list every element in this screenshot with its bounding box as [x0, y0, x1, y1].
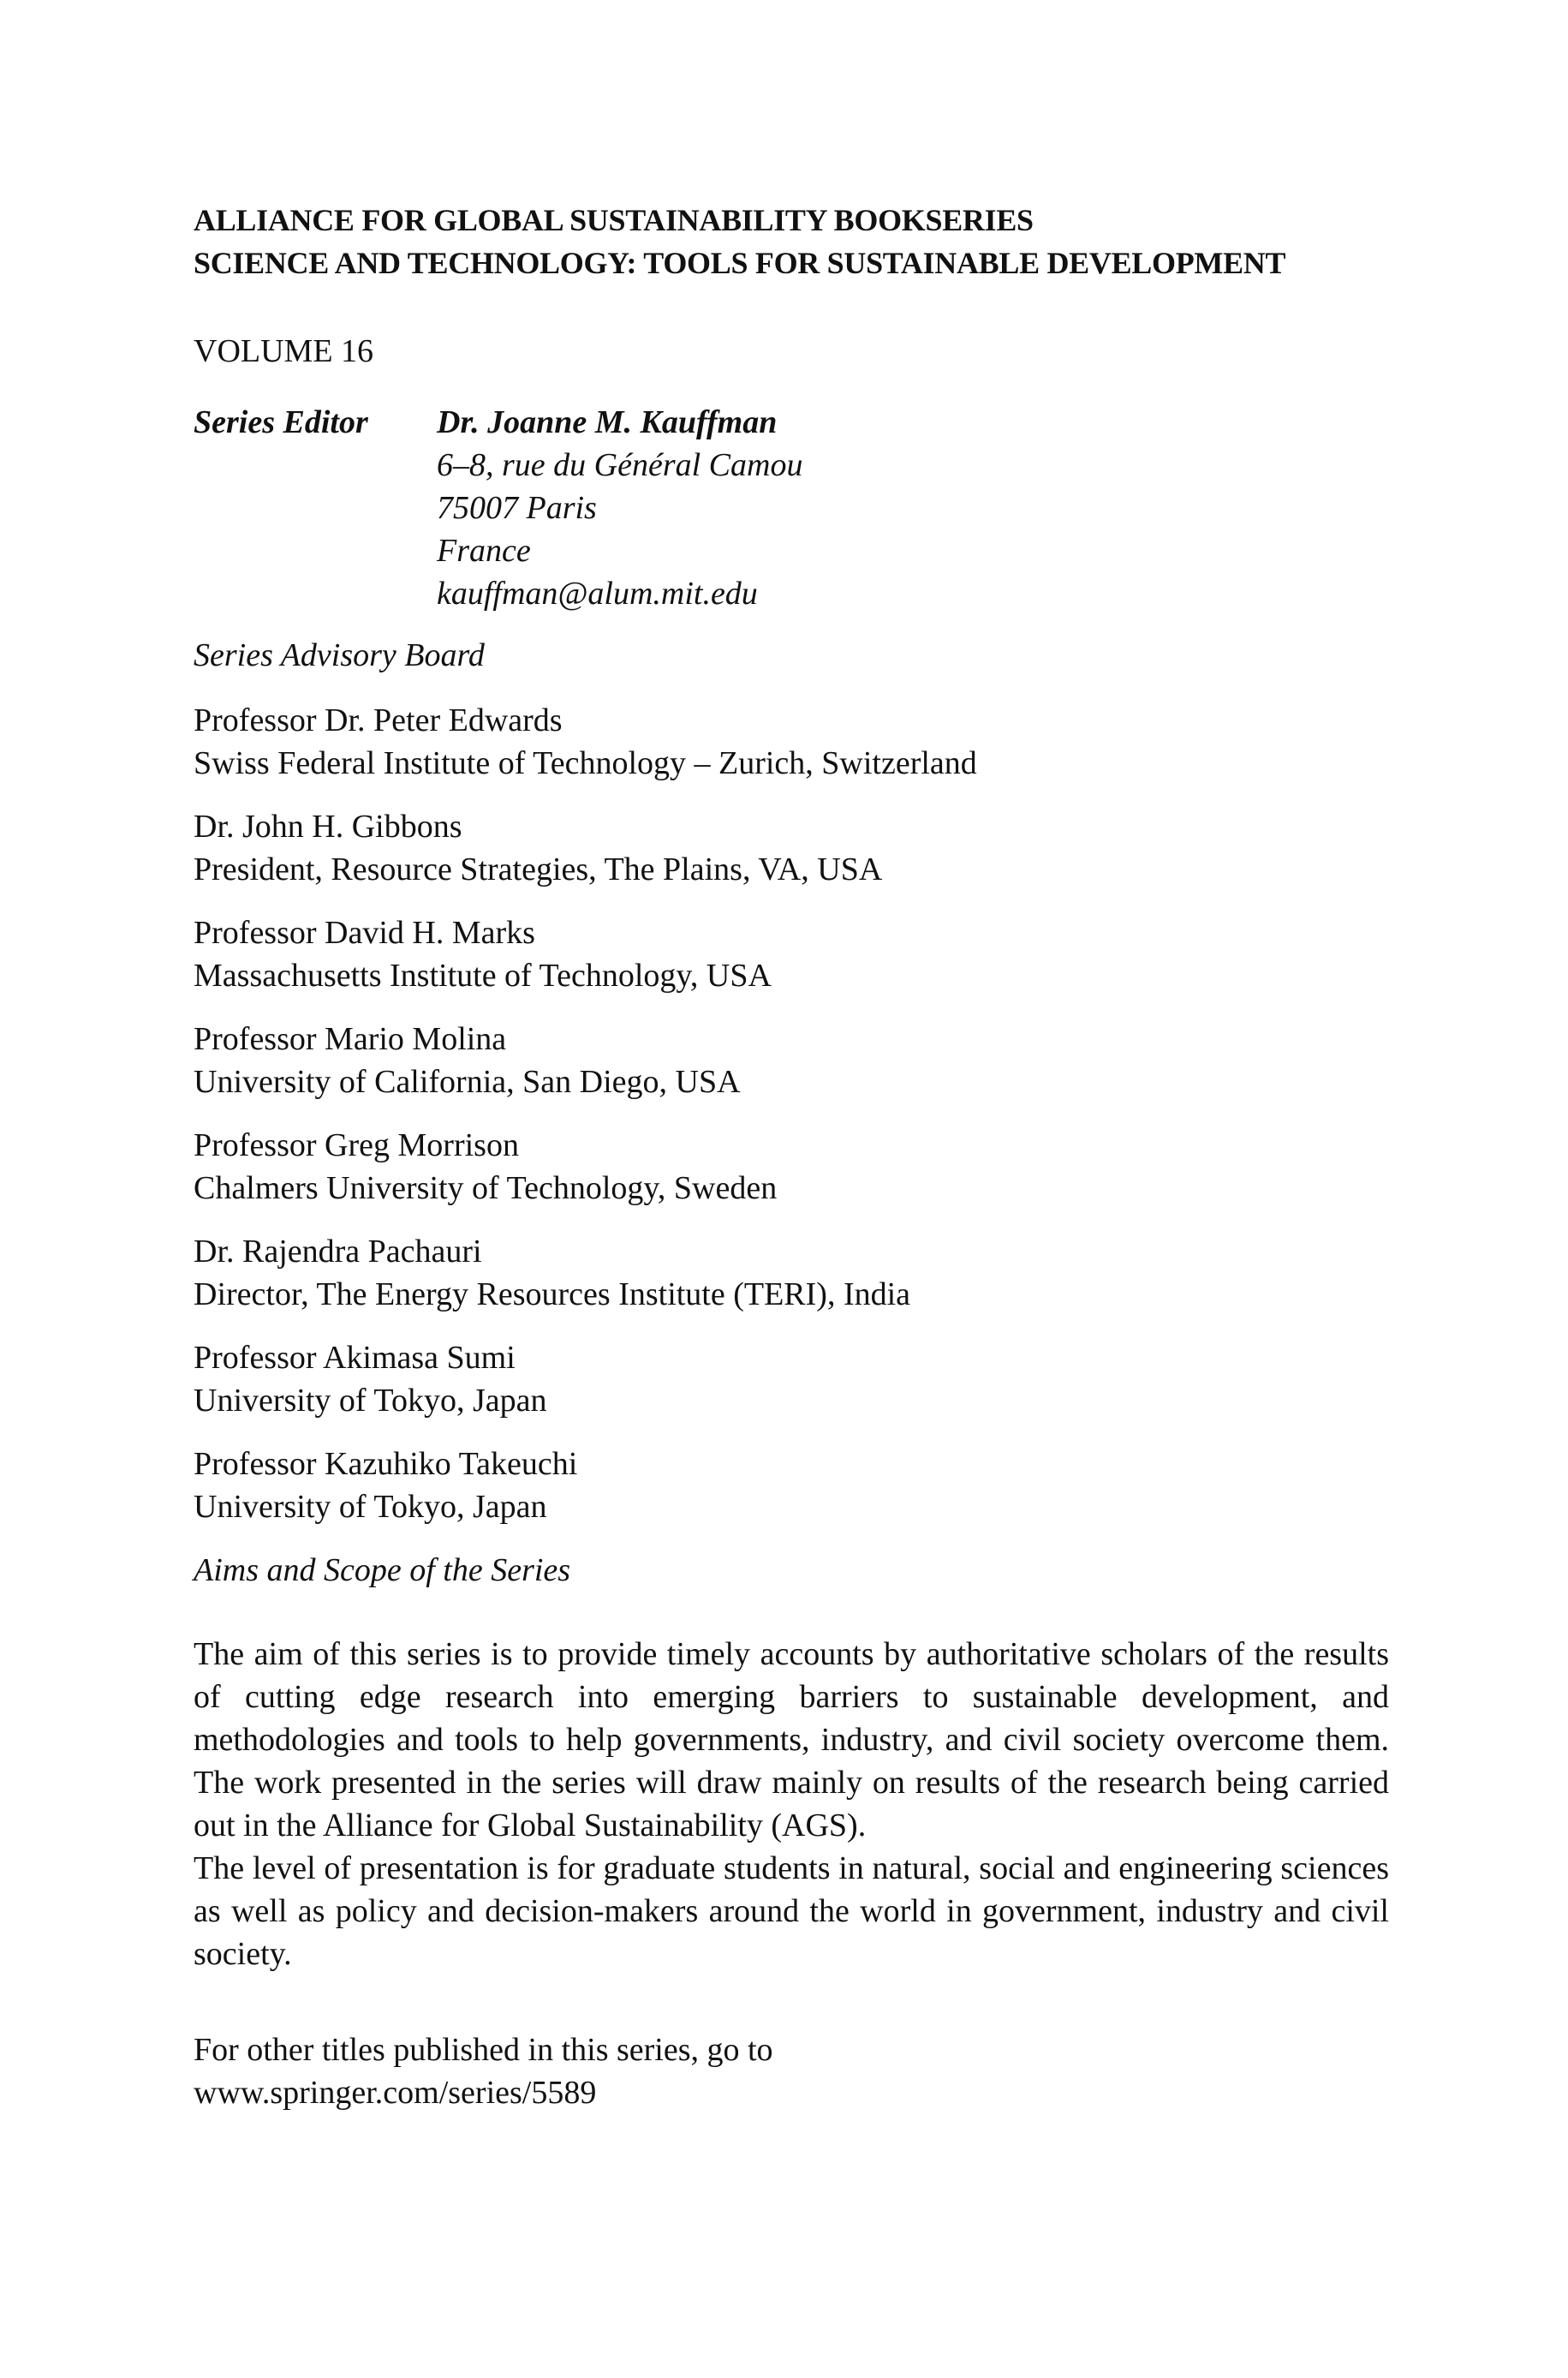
board-member-name: Professor Kazuhiko Takeuchi [194, 1446, 578, 1482]
aims-and-scope-text [194, 1633, 1389, 1975]
board-member-affiliation: Director, The Energy Resources Institute (TERI), India [194, 1276, 911, 1312]
series-heading-block [194, 199, 1410, 284]
board-member [194, 911, 1392, 997]
editor-email: kauffman@alum.mit.edu [437, 576, 758, 612]
editor-country: France [437, 533, 531, 569]
board-member [194, 1018, 1392, 1103]
series-link[interactable]: www.springer.com/series/5589 [194, 2075, 597, 2111]
board-member-affiliation: Massachusetts Institute of Technology, USA [194, 958, 772, 994]
advisory-board-title: Series Advisory Board [194, 637, 485, 673]
series-footer [194, 2028, 773, 2114]
board-member-affiliation: University of California, San Diego, USA [194, 1064, 741, 1100]
series-editor-label: Series Editor [194, 404, 368, 440]
board-member [194, 699, 1392, 785]
board-member [194, 1124, 1392, 1210]
board-member [194, 1443, 1392, 1528]
series-heading-line-1: ALLIANCE FOR GLOBAL SUSTAINABILITY BOOKSERIES [194, 203, 1034, 237]
aims-paragraph-2: The level of presentation is for graduate students in natural, social and engineering sciences as well as policy and decision-makers around the world in government, industry and civil society. [194, 1850, 1389, 1972]
editor-address-line-1: 6–8, rue du Général Camou [437, 447, 803, 483]
board-member [194, 1230, 1392, 1316]
board-member-name: Professor Dr. Peter Edwards [194, 702, 563, 738]
board-member-affiliation: Chalmers University of Technology, Sweden [194, 1170, 778, 1206]
board-member [194, 805, 1392, 891]
aims-and-scope-title: Aims and Scope of the Series [194, 1552, 571, 1588]
volume-number: VOLUME 16 [194, 333, 374, 369]
advisory-board-list [194, 699, 1392, 1549]
aims-paragraph-1: The aim of this series is to provide timely accounts by authoritative scholars of the results of cutting edge research into emerging barriers to sustainable development, and methodologies and tools to help governments, industry, and civil society overcome them. The work presented in the series will draw mainly on results of the research being carried out in the Alliance for Global Sustainability (AGS). [194, 1636, 1389, 1843]
board-member-name: Professor David H. Marks [194, 915, 535, 951]
board-member-affiliation: University of Tokyo, Japan [194, 1489, 547, 1525]
series-heading-line-2: SCIENCE AND TECHNOLOGY: TOOLS FOR SUSTAINABLE DEVELOPMENT [194, 246, 1286, 280]
board-member-affiliation: University of Tokyo, Japan [194, 1383, 547, 1419]
editor-address-line-2: 75007 Paris [437, 490, 597, 526]
board-member-name: Professor Akimasa Sumi [194, 1340, 516, 1376]
footer-text: For other titles published in this series, go to [194, 2032, 773, 2068]
editor-name: Dr. Joanne M. Kauffman [437, 404, 778, 440]
board-member-name: Dr. Rajendra Pachauri [194, 1234, 482, 1270]
board-member-name: Dr. John H. Gibbons [194, 809, 462, 845]
board-member-affiliation: President, Resource Strategies, The Plains, VA, USA [194, 851, 883, 887]
board-member-affiliation: Swiss Federal Institute of Technology – Zurich, Switzerland [194, 745, 977, 781]
series-editor-block [437, 401, 802, 615]
board-member-name: Professor Greg Morrison [194, 1127, 519, 1163]
board-member-name: Professor Mario Molina [194, 1021, 507, 1057]
board-member [194, 1336, 1392, 1422]
